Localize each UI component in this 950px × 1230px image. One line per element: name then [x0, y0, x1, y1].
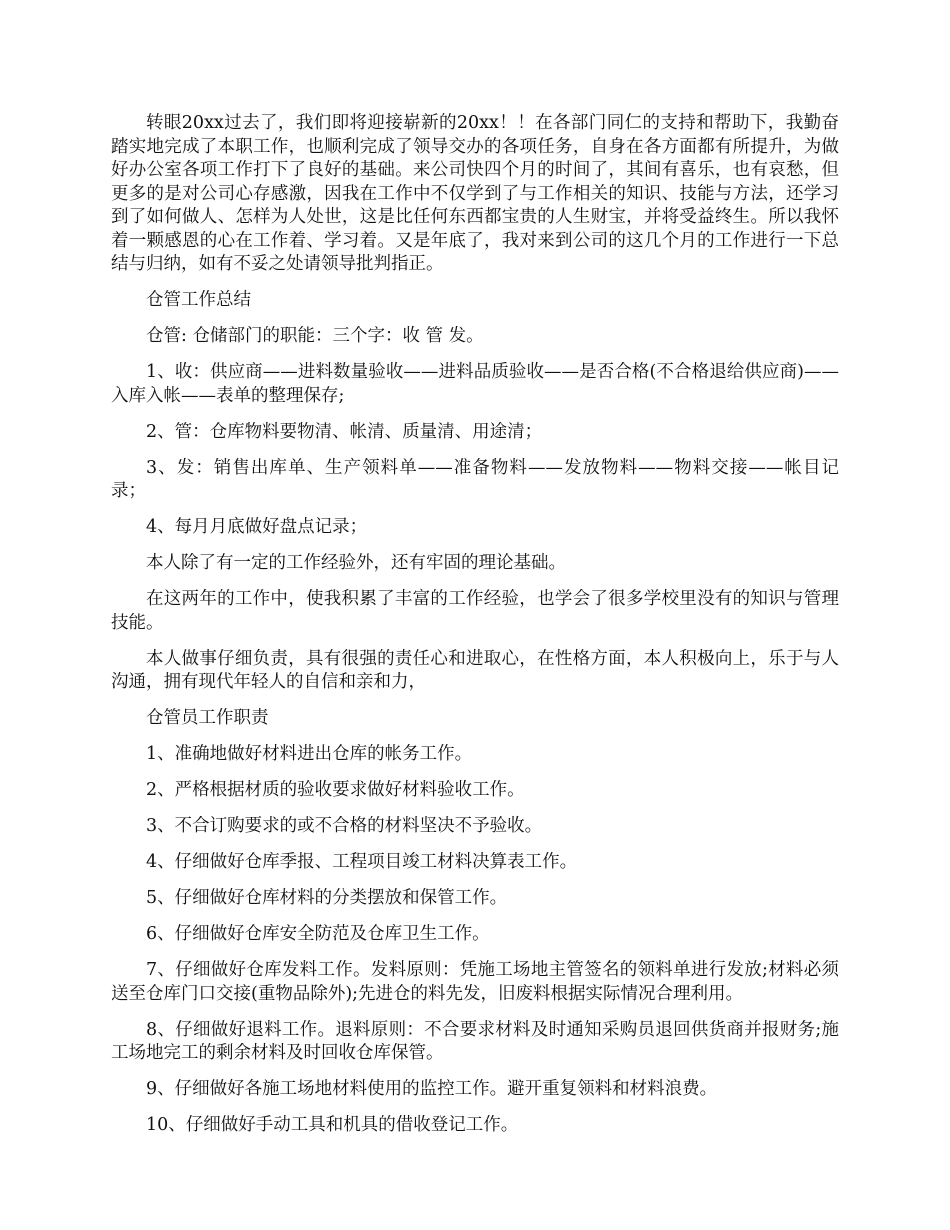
duty-item-8: 8、仔细做好退料工作。退料原则：不合要求材料及时通知采购员退回供货商并报财务;施工场地完工的剩余材料及时回收仓库保管。 [111, 1019, 839, 1063]
document-body [111, 112, 839, 1150]
duty-item-9: 9、仔细做好各施工场地材料使用的监控工作。避开重复领料和材料浪费。 [146, 1079, 718, 1099]
duty-item-1: 1、准确地做好材料进出仓库的帐务工作。 [146, 744, 473, 764]
intro-paragraph: 转眼20xx过去了，我们即将迎接崭新的20xx！！在各部门同仁的支持和帮助下，我勤奋踏实地完成了本职工作，也顺利完成了领导交办的各项任务，自身在各方面都有所提升，为做好办公室各项工作打下了良好的基础。来公司快四个月的时间了，其间有喜乐，也有哀愁，但更多的是对公司心存感激，因我在工作中不仅学到了与工作相关的知识、技能与方法，还学习到了如何做人、怎样为人处世，这是比任何东西都宝贵的人生财宝，并将受益终生。所以我怀着一颗感恩的心在工作着、学习着。又是年底了，我对来到公司的这几个月的工作进行一下总结与归纳，如有不妥之处请领导批判指正。 [111, 113, 839, 274]
list-item-manage: 2、管：仓库物料要物清、帐清、质量清、用途清； [146, 421, 543, 442]
paragraph-two-years: 在这两年的工作中，使我积累了丰富的工作经验，也学会了很多学校里没有的知识与管理技能。 [111, 589, 839, 633]
duty-item-4: 4、仔细做好仓库季报、工程项目竣工材料决算表工作。 [146, 852, 578, 872]
paragraph-warehouse-functions: 仓管: 仓储部门的职能：三个字：收 管 发。 [146, 326, 484, 346]
list-item-issue: 3、发：销售出库单、生产领料单——准备物料——发放物料——物料交接——帐目记录； [111, 457, 839, 501]
duty-item-2: 2、严格根据材质的验收要求做好材料验收工作。 [146, 780, 525, 800]
section-heading-duties: 仓管员工作职责 [146, 708, 269, 728]
duty-item-10: 10、仔细做好手动工具和机具的借收登记工作。 [146, 1115, 519, 1135]
list-item-receive: 1、收：供应商——进料数量验收——进料品质验收——是否合格(不合格退给供应商)——入库入帐——表单的整理保存; [111, 362, 839, 406]
section-heading-warehouse-summary: 仓管工作总结 [146, 290, 251, 310]
paragraph-experience: 本人除了有一定的工作经验外，还有牢固的理论基础。 [146, 553, 566, 573]
duty-item-5: 5、仔细做好仓库材料的分类摆放和保管工作。 [146, 888, 508, 908]
duty-item-6: 6、仔细做好仓库安全防范及仓库卫生工作。 [146, 924, 490, 944]
list-item-inventory-count: 4、每月月底做好盘点记录； [146, 517, 368, 537]
paragraph-personality: 本人做事仔细负责，具有很强的责任心和进取心，在性格方面，本人积极向上，乐于与人沟通，拥有现代年轻人的自信和亲和力， [111, 648, 839, 692]
duty-item-3: 3、不合订购要求的或不合格的材料坚决不予验收。 [146, 816, 543, 836]
duty-item-7: 7、仔细做好仓库发料工作。发料原则：凭施工场地主管签名的领料单进行发放;材料必须送至仓库门口交接(重物品除外);先进仓的料先发，旧废料根据实际情况合理利用。 [111, 960, 839, 1004]
